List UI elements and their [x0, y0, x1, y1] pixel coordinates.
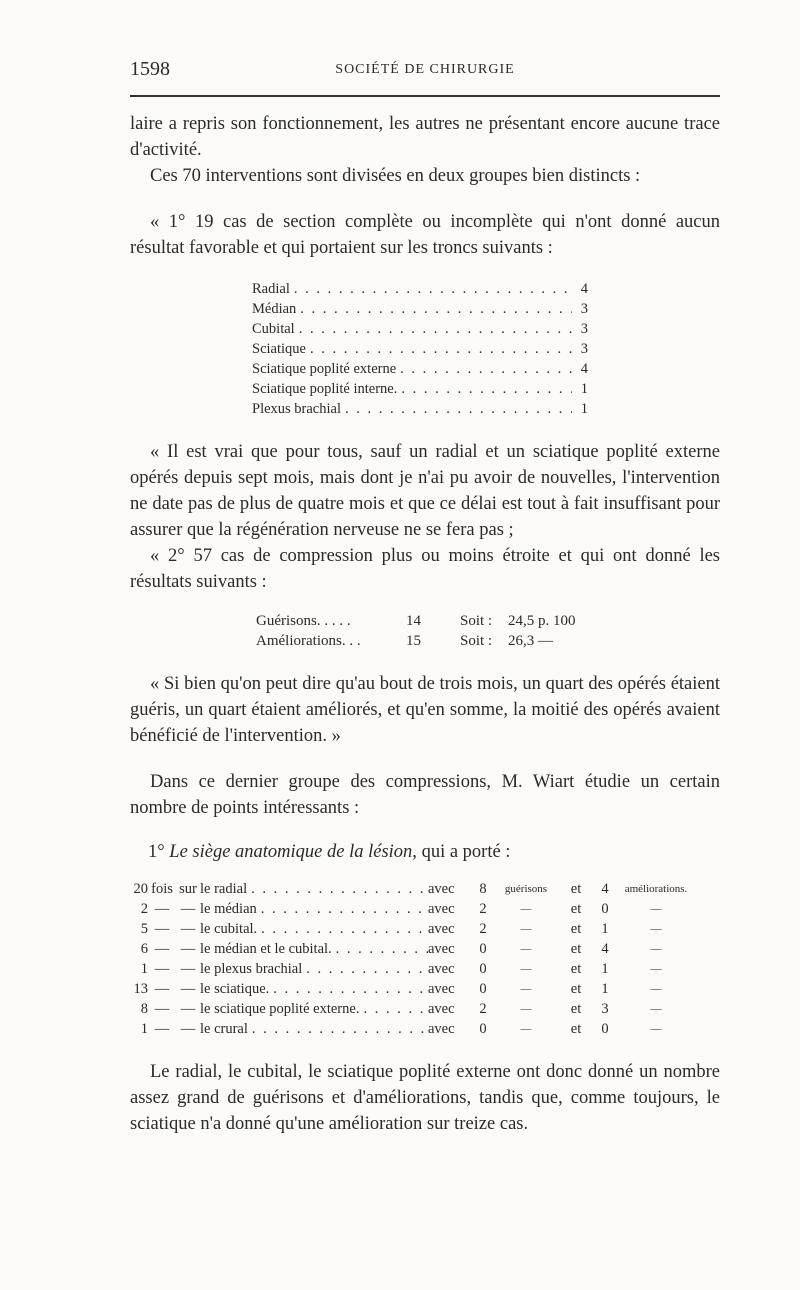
siege-guerisons: 0 [479, 1021, 487, 1037]
result-label: Guérisons. . . . . [256, 613, 351, 629]
nerve-row [252, 319, 588, 339]
paragraph-6: « Si bien qu'on peut dire qu'au bout de trois mois, un quart des opérés étaient guéris, un quart étaient améliorés, et qu'en somme, la moitié des opérés avaient bénéficié de l'intervention. » [130, 674, 720, 746]
siege-ameliorations-label: améliorations. [624, 883, 688, 895]
siege-location [200, 919, 428, 939]
nerve-label: Plexus brachial [252, 401, 341, 417]
siege-row [128, 1019, 728, 1039]
leader-dots [299, 319, 572, 339]
leader-dots [300, 299, 572, 319]
siege-sur: — [180, 1001, 196, 1017]
nerve-row [252, 279, 588, 299]
siege-sur: — [180, 981, 196, 997]
paragraph-5: « 2° 57 cas de compression plus ou moins étroite et qui ont donné les résultats suivants : [130, 546, 720, 592]
leader-dots [261, 919, 428, 939]
siege-location-text: le sciatique poplité externe. [200, 1001, 360, 1017]
header-rule [130, 95, 720, 97]
paragraph-7: Dans ce dernier groupe des compressions, M. Wiart étudie un certain nombre de points intéressants : [130, 772, 720, 818]
nerve-row [252, 359, 588, 379]
siege-ameliorations: 0 [601, 1021, 609, 1037]
results-table [256, 611, 720, 651]
siege-et: et [570, 1021, 582, 1037]
nerve-label: Sciatique poplité externe [252, 361, 397, 377]
siege-location-text: le médian [200, 901, 257, 917]
siege-row [128, 939, 728, 959]
page-body [130, 111, 720, 1137]
siege-guerisons: 2 [479, 921, 487, 937]
siege-guerisons-label: — [520, 903, 532, 915]
siege-location-text: le sciatique. [200, 981, 270, 997]
result-label: Améliorations. . . [256, 633, 361, 649]
siege-fois: — [154, 981, 170, 997]
leader-dots [306, 959, 428, 979]
nerve-count: 1 [580, 381, 588, 397]
leader-dots [345, 399, 572, 419]
siege-guerisons-label: — [520, 983, 532, 995]
paragraph-2: Ces 70 interventions sont divisées en deux groupes bien distincts : [150, 166, 641, 186]
siege-row [128, 899, 728, 919]
siege-guerisons: 2 [479, 901, 487, 917]
siege-guerisons-label: guérisons [504, 883, 548, 895]
nerve-count: 1 [580, 401, 588, 417]
result-value: 26,3 — [508, 633, 553, 649]
siege-avec: avec [428, 961, 455, 977]
siege-avec: avec [428, 941, 455, 957]
leader-dots [252, 1019, 428, 1039]
siege-ameliorations: 4 [601, 941, 609, 957]
leader-dots [261, 899, 428, 919]
nerve-row [252, 299, 588, 319]
siege-count: 8 [140, 1001, 148, 1017]
siege-location [200, 999, 428, 1019]
result-count: 15 [406, 633, 421, 649]
siege-et: et [570, 921, 582, 937]
siege-guerisons-label: — [520, 943, 532, 955]
siege-fois: — [154, 1001, 170, 1017]
siege-guerisons: 2 [479, 1001, 487, 1017]
nerve-count: 4 [580, 361, 588, 377]
siege-heading-italic: Le siège anatomique de la lésion, [169, 842, 417, 862]
siege-location [200, 959, 428, 979]
nerve-row [252, 379, 588, 399]
siege-location [200, 1019, 428, 1039]
siege-row [128, 999, 728, 1019]
siege-location [200, 939, 428, 959]
siege-location-text: le crural [200, 1021, 248, 1037]
siege-ameliorations-label: — [650, 1003, 662, 1015]
leader-dots [251, 879, 428, 899]
siege-guerisons: 0 [479, 941, 487, 957]
siege-avec: avec [428, 981, 455, 997]
result-soit: Soit : [460, 633, 493, 649]
siege-guerisons: 0 [479, 981, 487, 997]
siege-count: 6 [140, 941, 148, 957]
page-number: 1598 [130, 58, 170, 80]
siege-heading [130, 839, 720, 865]
siege-avec: avec [428, 901, 455, 917]
siege-location [200, 979, 428, 999]
siege-ameliorations-label: — [650, 903, 662, 915]
siege-count: 5 [140, 921, 148, 937]
siege-ameliorations-label: — [650, 963, 662, 975]
siege-ameliorations-label: — [650, 943, 662, 955]
siege-location [200, 879, 428, 899]
siege-ameliorations: 3 [601, 1001, 609, 1017]
siege-et: et [570, 881, 582, 897]
leader-dots [400, 359, 572, 379]
siege-et: et [570, 961, 582, 977]
siege-row [128, 959, 728, 979]
leader-dots [401, 379, 572, 399]
siege-row [128, 879, 728, 899]
siege-count: 1 [140, 1021, 148, 1037]
paragraph-4: « Il est vrai que pour tous, sauf un radial et un sciatique poplité externe opérés depuis sept mois, mais dont je n'ai pu avoir de nouvelles, l'intervention ne date pas de plus de quatre mois et que ce délai est tout à fait insuffisant pour assurer que la régénération nerveuse ne se fera pas ; [130, 442, 720, 540]
nerve-label: Cubital [252, 321, 295, 337]
siege-sur: — [180, 921, 196, 937]
siege-ameliorations-label: — [650, 983, 662, 995]
siege-et: et [570, 941, 582, 957]
siege-row [128, 979, 728, 999]
siege-sur: — [180, 901, 196, 917]
siege-ameliorations-label: — [650, 923, 662, 935]
siege-location-text: le plexus brachial [200, 961, 303, 977]
result-soit: Soit : [460, 613, 493, 629]
siege-fois: fois [151, 881, 173, 897]
result-value: 24,5 p. 100 [508, 613, 576, 629]
nerve-count: 4 [580, 281, 588, 297]
leader-dots [273, 979, 428, 999]
siege-et: et [570, 1001, 582, 1017]
siege-et: et [570, 901, 582, 917]
result-row [256, 631, 720, 651]
nerve-count: 3 [580, 301, 588, 317]
leader-dots [294, 279, 572, 299]
siege-ameliorations: 0 [601, 901, 609, 917]
siege-count: 2 [140, 901, 148, 917]
siege-avec: avec [428, 1001, 455, 1017]
running-title: SOCIÉTÉ DE CHIRURGIE [335, 62, 515, 77]
nerve-count: 3 [580, 321, 588, 337]
result-row [256, 611, 720, 631]
siege-row [128, 919, 728, 939]
siege-count: 20 [133, 881, 148, 897]
leader-dots [336, 939, 428, 959]
paragraph-1: laire a repris son fonctionnement, les autres ne présentant encore aucune trace d'activité. [130, 114, 720, 160]
siege-heading-suffix: qui a porté : [421, 842, 511, 862]
siege-count: 1 [140, 961, 148, 977]
siege-ameliorations: 1 [601, 981, 609, 997]
siege-location [200, 899, 428, 919]
siege-sur: — [180, 961, 196, 977]
siege-sur: — [180, 1021, 196, 1037]
nerve-label: Sciatique [252, 341, 306, 357]
siege-guerisons: 8 [479, 881, 487, 897]
nerve-count: 3 [580, 341, 588, 357]
siege-table [128, 879, 728, 1039]
paragraph-9: Le radial, le cubital, le sciatique poplité externe ont donc donné un nombre assez grand de guérisons et d'améliorations, tandis que, comme toujours, le sciatique n'a donné qu'une amélioration sur treize cas. [130, 1062, 720, 1134]
siege-avec: avec [428, 921, 455, 937]
nerve-row [252, 399, 588, 419]
siege-fois: — [154, 921, 170, 937]
siege-guerisons-label: — [520, 1003, 532, 1015]
paragraph-3: « 1° 19 cas de section complète ou incomplète qui n'ont donné aucun résultat favorable et qui portaient sur les troncs suivants : [130, 212, 720, 258]
nerve-label: Sciatique poplité interne. [252, 381, 398, 397]
page-header [130, 58, 720, 86]
siege-ameliorations-label: — [650, 1023, 662, 1035]
siege-count: 13 [133, 981, 148, 997]
result-count: 14 [406, 613, 421, 629]
siege-fois: — [154, 901, 170, 917]
siege-heading-number: 1° [148, 842, 165, 862]
siege-avec: avec [428, 881, 455, 897]
siege-avec: avec [428, 1021, 455, 1037]
leader-dots [363, 999, 428, 1019]
siege-ameliorations: 4 [601, 881, 609, 897]
nerve-label: Radial [252, 281, 290, 297]
nerve-label: Médian [252, 301, 297, 317]
siege-location-text: le médian et le cubital. [200, 941, 332, 957]
siege-et: et [570, 981, 582, 997]
nerve-list [252, 279, 588, 419]
siege-sur: sur [179, 881, 197, 897]
siege-guerisons-label: — [520, 1023, 532, 1035]
siege-ameliorations: 1 [601, 961, 609, 977]
siege-location-text: le cubital. [200, 921, 258, 937]
siege-ameliorations: 1 [601, 921, 609, 937]
nerve-row [252, 339, 588, 359]
siege-sur: — [180, 941, 196, 957]
siege-fois: — [154, 961, 170, 977]
leader-dots [310, 339, 572, 359]
siege-fois: — [154, 1021, 170, 1037]
siege-guerisons: 0 [479, 961, 487, 977]
siege-fois: — [154, 941, 170, 957]
siege-location-text: le radial [200, 881, 248, 897]
siege-guerisons-label: — [520, 963, 532, 975]
siege-guerisons-label: — [520, 923, 532, 935]
